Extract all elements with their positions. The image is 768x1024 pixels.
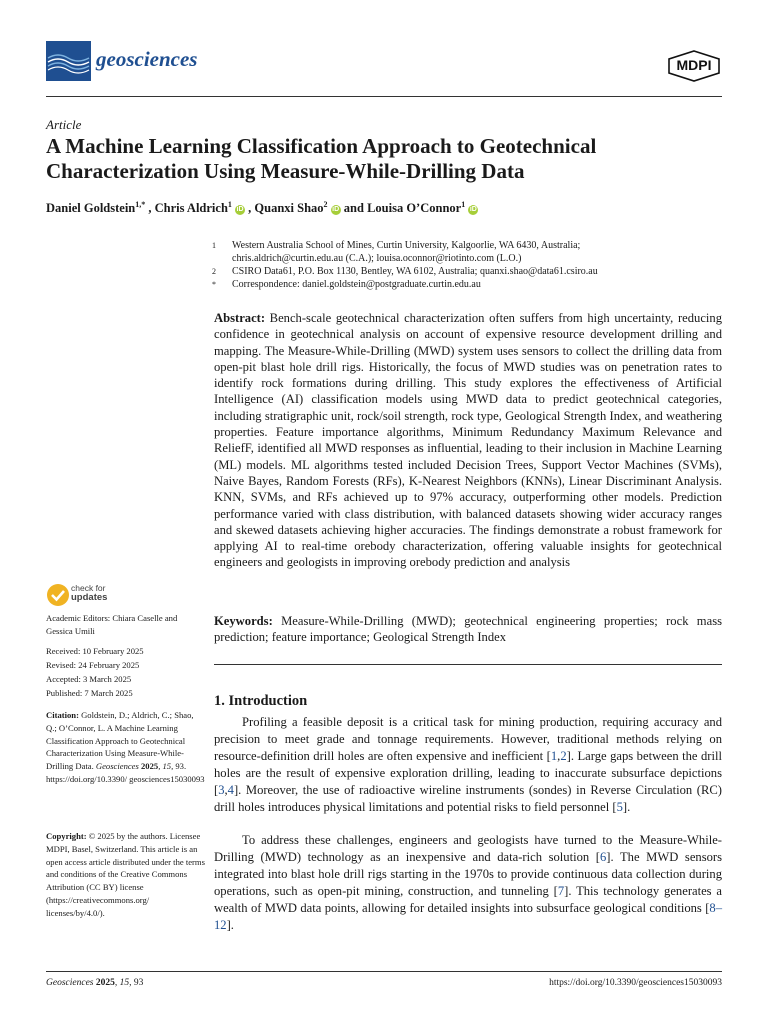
paragraph-text: To address these challenges, engineers and geologists have turned to the Measure-While-Drilling (MWD) technology as an inexpensive and data-rich solution [	[214, 833, 722, 864]
affiliation-emails[interactable]: chris.aldrich@curtin.edu.au (C.A.); louisa.oconnor@riotinto.com (L.O.)	[232, 253, 522, 264]
citation-link[interactable]: 6	[599, 849, 607, 864]
citation-block	[46, 709, 206, 786]
abstract-text: Bench-scale geotechnical characterization often suffers from high uncertainty, reducing confidence in geotechnical analysis on account of expensive resource development drilling and mapping. The Measure-While-Drilling (MWD) system uses sensors to collect the drilling data from open-pit blast hole drill rigs. Historically, the focus of MWD studies was on penetration rates to identify rock formations during drilling. This study explores the effectiveness of Artificial Intelligence (AI) classification models using MWD data to predict geotechnical categories, including stratigraphic unit, rock/soil strength, rock type, Geological Strength Index, and weathering properties. Feature importance algorithms, Minimum Redundancy Maximum Relevance and ReliefF, identified all MWD responses as influential, leading to their inclusion in Machine Learning (ML) models. ML algorithms tested included Decision Trees, Support Vector Machines (SVMs), Naive Bayes, Random Forests (RFs), K-Nearest Neighbors (KNNs), Linear Discriminant Analysis. KNN, SVMs, and RFs achieved up to 97% accuracy, outperforming other models. Prediction performance varied with class distribution, with balanced datasets showing wider accuracy ranges and skewed datasets achieving higher accuracies. The findings demonstrate a robust framework for applying AI to real-time orebody characterization, offering valuable insights for geotechnical engineers and geologists in improving orebody prediction and analysis	[214, 311, 722, 570]
paragraph-text: ]. Moreover, the use of radioactive wireline instruments (sondes) in Reverse Circulation (RC) drill holes introduces physical limitations and potential risks to field personnel [	[214, 782, 722, 814]
footer-divider	[46, 971, 722, 972]
received-date: Received: 10 February 2025	[46, 646, 144, 656]
check-updates-icon	[46, 583, 70, 607]
accepted-date: Accepted: 3 March 2025	[46, 674, 132, 684]
affiliation-number: 1	[212, 241, 216, 250]
affiliation-number: 2	[212, 267, 216, 276]
affiliation-text: Western Australia School of Mines, Curtin University, Kalgoorlie, WA 6430, Australia;	[232, 240, 581, 251]
citation-link[interactable]: 2	[560, 748, 567, 763]
footer-journal: Geosciences	[46, 978, 94, 988]
updates-label: updates	[71, 592, 108, 603]
keywords-label: Keywords:	[214, 614, 273, 628]
copyright-text: © 2025 by the authors. Licensee MDPI, Basel, Switzerland. This article is an open access article distributed under the terms and conditions of the Creative Commons Attribution (CC BY) license (https://creativecommons.org/ licenses/by/4.0/).	[46, 831, 205, 918]
citation-doi[interactable]: 93. https://doi.org/10.3390/ geosciences15030093	[46, 761, 205, 784]
academic-editors: Academic Editors: Chiara Caselle and Gessica Umili	[46, 613, 178, 636]
citation-volume: , 15,	[158, 761, 174, 772]
footer-year: 2025	[93, 978, 115, 988]
section-title: 1. Introduction	[214, 693, 308, 709]
publisher-label: MDPI	[676, 57, 712, 73]
paragraph-text: ]. The MWD sensors integrated into blast hole drill rigs starting in the 1970s to provide continuous data collection during operations, such as open-pit mining, construction, and tunneling [	[214, 849, 722, 898]
section-divider	[214, 664, 722, 665]
affiliation-text: CSIRO Data61, P.O. Box 1130, Bentley, WA 6102, Australia; quanxi.shao@data61.csiro.au	[232, 266, 598, 277]
citation-link[interactable]: 8–12	[214, 900, 722, 932]
copyright-block	[46, 830, 206, 920]
citation-link[interactable]: 3	[218, 782, 225, 797]
orcid-icon[interactable]: iD	[236, 206, 244, 214]
footer-volume: , 15,	[114, 978, 132, 988]
citation-text: Goldstein, D.; Aldrich, C.; Shao, Q.; O’Connor, L. A Machine Learning Classification Approach to Geotechnical Characterization Using Measure-While-Drilling Data.	[46, 710, 194, 772]
author-affiliation-sup: 2	[323, 200, 328, 209]
citation-label: Citation:	[46, 710, 79, 720]
paragraph-text: ]. Large gaps between the drill holes are the result of expensive exploration drilling, leading to inaccurate subsurface depictions [	[214, 748, 723, 797]
journal-name[interactable]: geosciences	[96, 47, 198, 71]
check-label: check for	[71, 583, 106, 593]
paragraph-text: ]. This technology generates a wealth of MWD data points, allowing for detailed insights into subsurface geological conditions [	[214, 883, 722, 915]
author-name[interactable]: , Chris Aldrich	[148, 201, 228, 216]
article-type: Article	[46, 117, 82, 132]
author-affiliation-sup: 1	[461, 200, 466, 209]
orcid-icon[interactable]: iD	[469, 206, 477, 214]
citation-link[interactable]: 5	[616, 799, 623, 814]
author-list	[46, 200, 478, 216]
keywords-text: Measure-While-Drilling (MWD); geotechnical engineering properties; rock mass prediction; feature importance; Geological Strength Index	[214, 614, 722, 645]
footer-citation	[46, 978, 143, 988]
page-title: A Machine Learning Classification Approach to Geotechnical Characterization Using Measure-While-Drilling Data	[46, 134, 597, 183]
correspondence-mark: *	[212, 280, 216, 289]
author-name[interactable]: , Quanxi Shao	[248, 201, 324, 216]
keywords	[214, 613, 722, 646]
paragraph-text: ].	[226, 917, 234, 932]
footer-page: 93	[131, 978, 144, 988]
author-affiliation-sup: 1,*	[135, 200, 146, 209]
abstract-label: Abstract:	[214, 311, 266, 325]
header-divider	[46, 96, 722, 97]
author-name[interactable]: Daniel Goldstein	[46, 201, 136, 216]
journal-logo	[46, 41, 91, 81]
paragraph-text: Profiling a feasible deposit is a critical task for mining production, requiring accuracy and precision to meet grade and tonnage requirements. However, traditional methods relying on resource-definition drill holes are often expensive and inefficient [	[214, 715, 722, 763]
orcid-icon[interactable]: iD	[332, 206, 340, 214]
citation-year: 2025	[138, 761, 159, 772]
published-date: Published: 7 March 2025	[46, 688, 133, 698]
wave-icon	[46, 41, 91, 81]
paragraph-text: ,	[224, 782, 228, 797]
correspondence-text[interactable]: Correspondence: daniel.goldstein@postgraduate.curtin.edu.au	[232, 279, 481, 290]
copyright-label: Copyright:	[46, 831, 87, 841]
revised-date: Revised: 24 February 2025	[46, 660, 140, 670]
paragraph-text: ].	[622, 799, 631, 814]
citation-journal: Geosciences	[95, 761, 139, 772]
intro-paragraph-2	[214, 832, 722, 933]
publisher-logo[interactable]	[666, 50, 722, 87]
footer-doi-link[interactable]: https://doi.org/10.3390/geosciences15030093	[549, 978, 722, 988]
citation-link[interactable]: 4	[227, 782, 234, 797]
citation-link[interactable]: 1	[550, 748, 558, 763]
citation-link[interactable]: 7	[557, 883, 565, 898]
intro-paragraph-1	[214, 714, 722, 815]
paragraph-text: ,	[557, 748, 561, 763]
author-name[interactable]: and Louisa O’Connor	[343, 201, 462, 216]
abstract	[214, 310, 722, 571]
author-affiliation-sup: 1	[227, 200, 232, 209]
